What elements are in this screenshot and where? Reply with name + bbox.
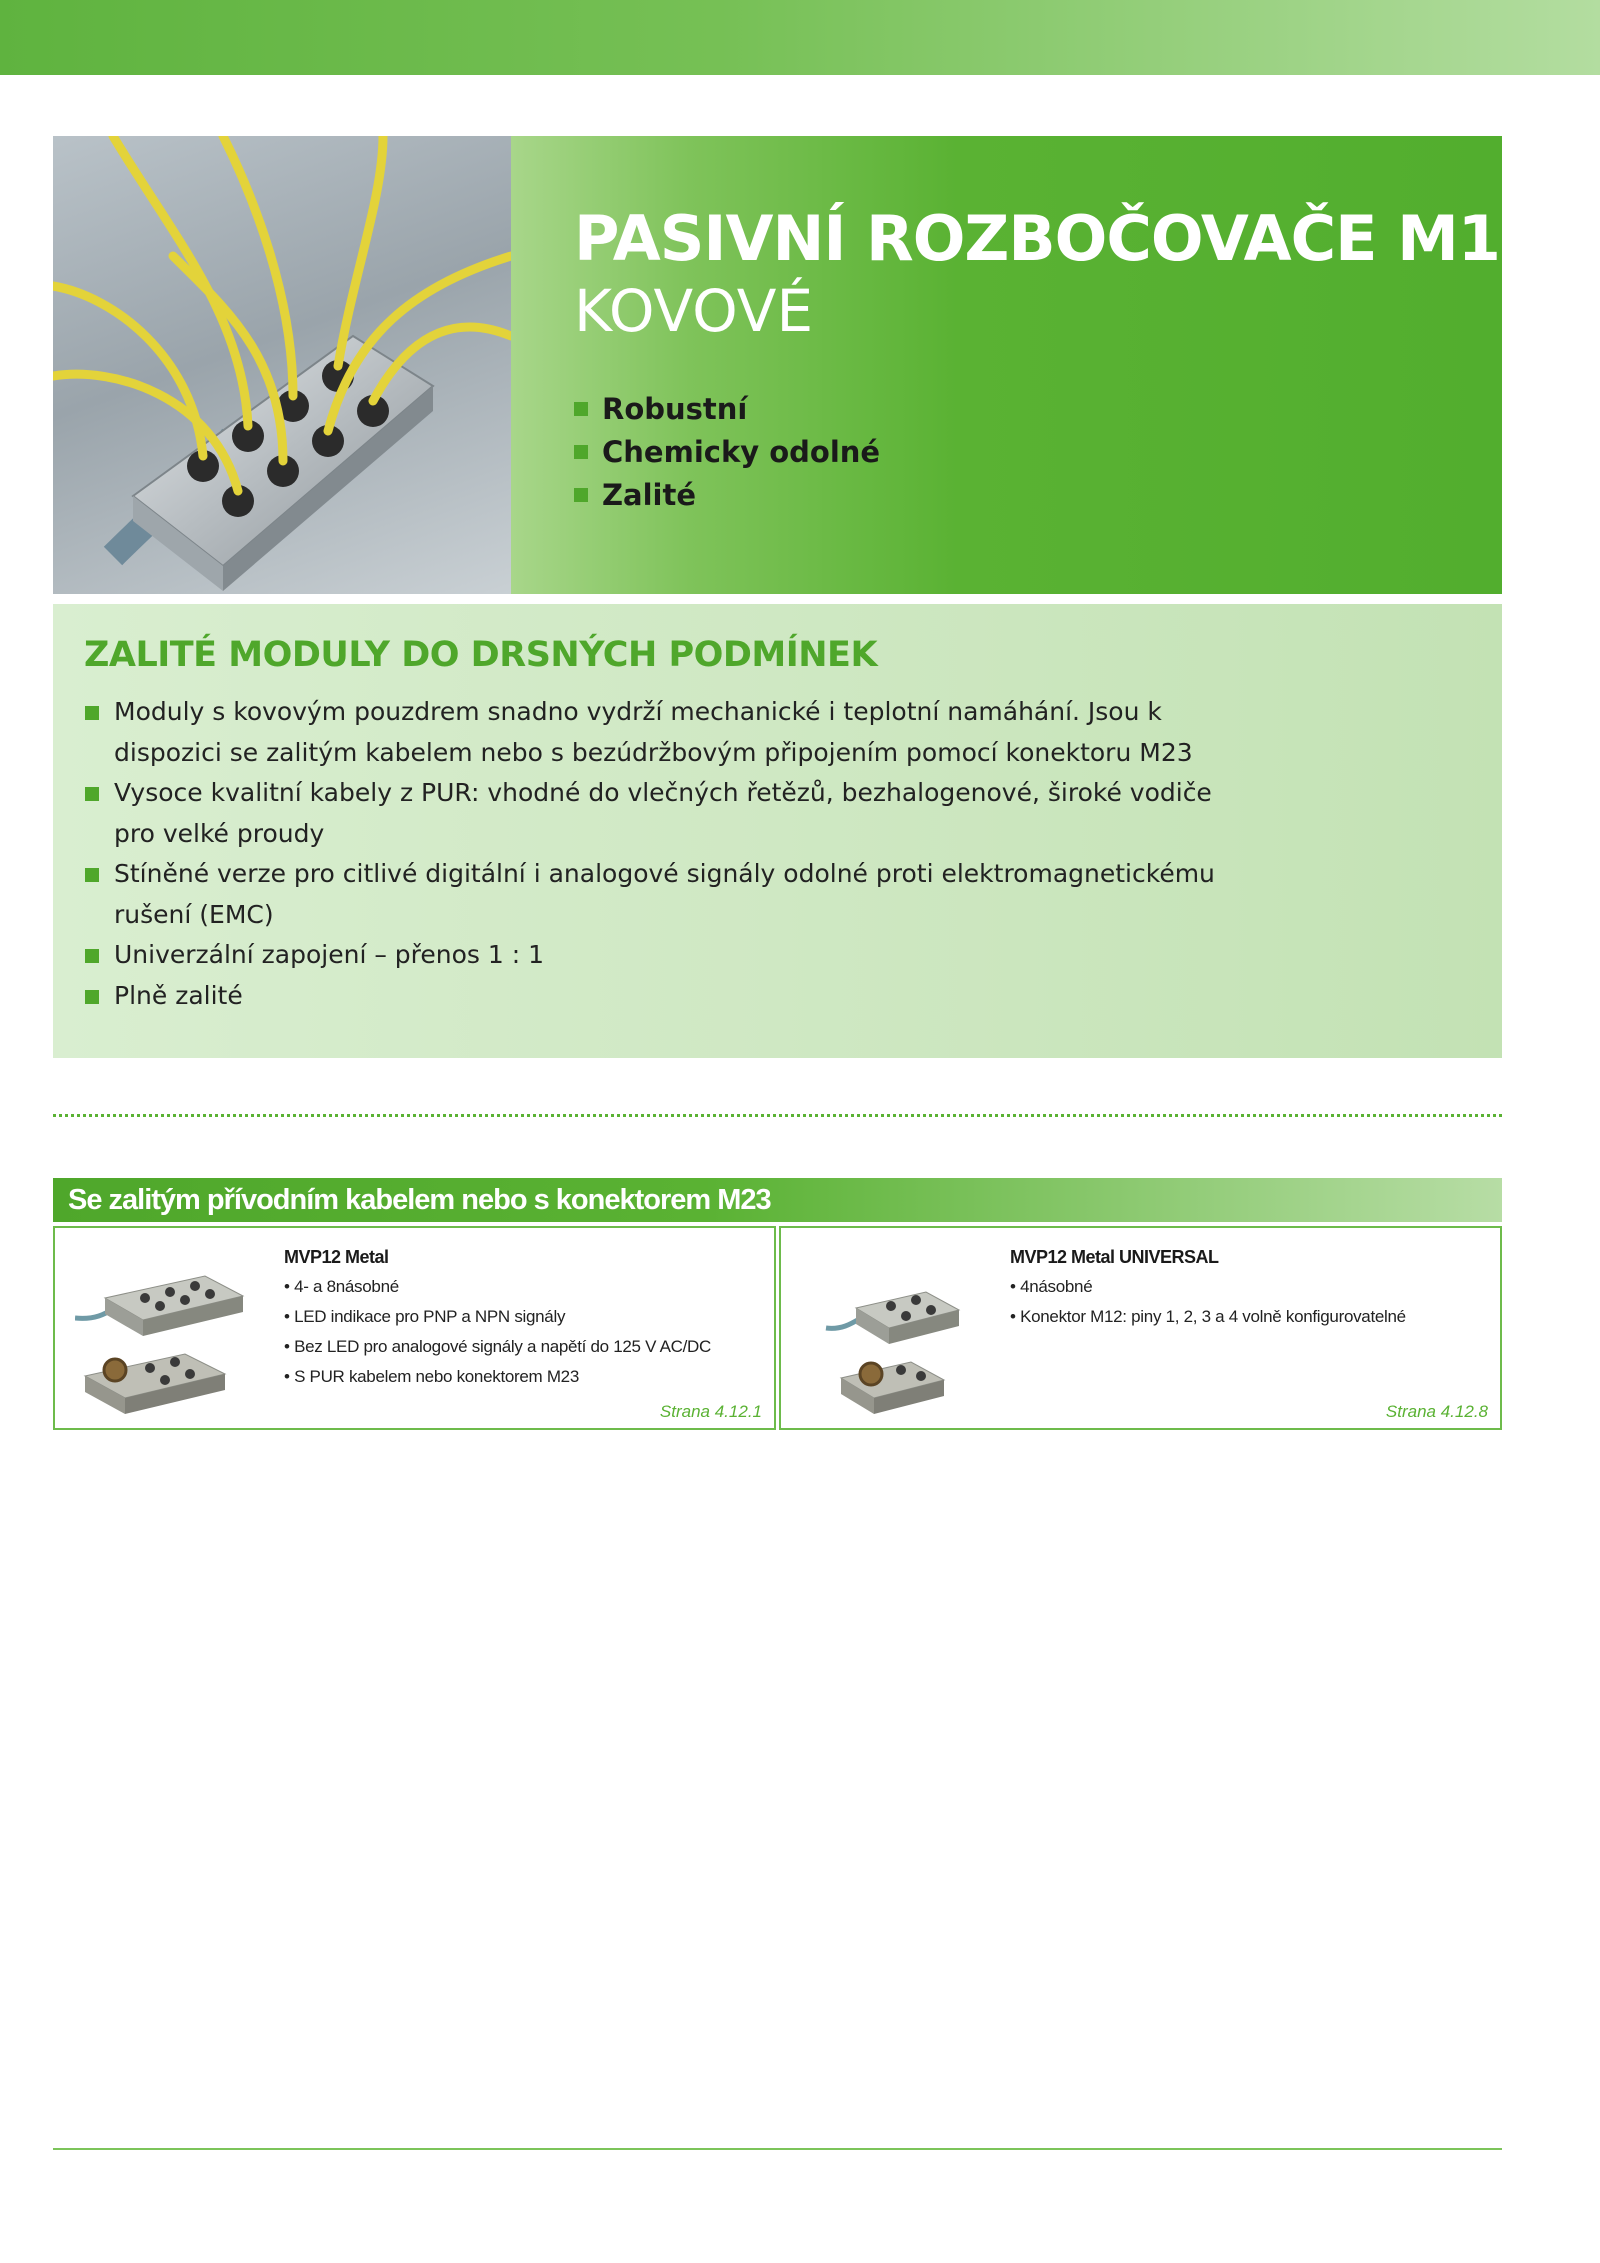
bullet-square-icon xyxy=(85,990,99,1004)
product-image xyxy=(801,1248,971,1416)
feature-item: Vysoce kvalitní kabely z PUR: vhodné do vlečných řetězů, bezhalogenové, široké vodiče pro velké proudy xyxy=(84,773,1234,854)
product-spec: • Bez LED pro analogové signály a napětí do 125 V AC/DC xyxy=(284,1337,712,1356)
product-spec: • 4násobné xyxy=(1010,1277,1093,1296)
bullet-square-icon xyxy=(85,787,99,801)
product-title: MVP12 Metal UNIVERSAL xyxy=(1010,1247,1219,1267)
product-spec-list xyxy=(284,1272,711,1392)
product-spec-list xyxy=(1010,1272,1406,1332)
feature-item: Univerzální zapojení – přenos 1 : 1 xyxy=(84,935,1234,976)
bullet-square-icon xyxy=(574,488,588,502)
hero-bullet: Chemicky odolné xyxy=(574,431,880,474)
page-title: PASIVNÍ ROZBOČOVAČE M12 xyxy=(574,202,1543,275)
feature-item: Plně zalité xyxy=(84,976,1234,1017)
page-subtitle: KOVOVÉ xyxy=(574,277,814,345)
hero-product-photo xyxy=(53,136,511,594)
product-spec: • LED indikace pro PNP a NPN signály xyxy=(284,1307,566,1326)
hero-bullet: Robustní xyxy=(574,388,880,431)
bullet-square-icon xyxy=(85,868,99,882)
connector-hub-photo xyxy=(53,136,511,594)
product-title: MVP12 Metal xyxy=(284,1247,389,1267)
product-card-mvp12-metal-universal[interactable] xyxy=(779,1226,1502,1430)
features-heading: ZALITÉ MODULY DO DRSNÝCH PODMÍNEK xyxy=(84,635,878,675)
dotted-divider xyxy=(53,1114,1502,1117)
page-reference-link[interactable]: Strana 4.12.8 xyxy=(1385,1402,1488,1421)
top-header-bar xyxy=(0,0,1600,75)
section-title: Se zalitým přívodním kabelem nebo s konektorem M23 xyxy=(68,1184,771,1216)
footer-divider xyxy=(53,2148,1502,2150)
feature-item: Moduly s kovovým pouzdrem snadno vydrží mechanické i teplotní namáhání. Jsou k dispozici se zalitým kabelem nebo s bezúdržbovým připojením pomocí konektoru M23 xyxy=(84,692,1234,773)
hero-bullet-list xyxy=(574,388,880,517)
product-spec: • 4- a 8násobné xyxy=(284,1277,399,1296)
page-reference-link[interactable]: Strana 4.12.1 xyxy=(659,1402,762,1421)
product-spec: • S PUR kabelem nebo konektorem M23 xyxy=(284,1367,579,1386)
features-list xyxy=(84,692,1234,1016)
product-spec: • Konektor M12: piny 1, 2, 3 a 4 volně konfigurovatelné xyxy=(1010,1307,1406,1326)
bullet-square-icon xyxy=(574,402,588,416)
product-card-mvp12-metal[interactable] xyxy=(53,1226,776,1430)
product-image xyxy=(75,1248,245,1416)
feature-item: Stíněné verze pro citlivé digitální i analogové signály odolné proti elektromagnetickému rušení (EMC) xyxy=(84,854,1234,935)
bullet-square-icon xyxy=(85,949,99,963)
bullet-square-icon xyxy=(574,445,588,459)
hero-bullet: Zalité xyxy=(574,474,880,517)
bullet-square-icon xyxy=(85,706,99,720)
